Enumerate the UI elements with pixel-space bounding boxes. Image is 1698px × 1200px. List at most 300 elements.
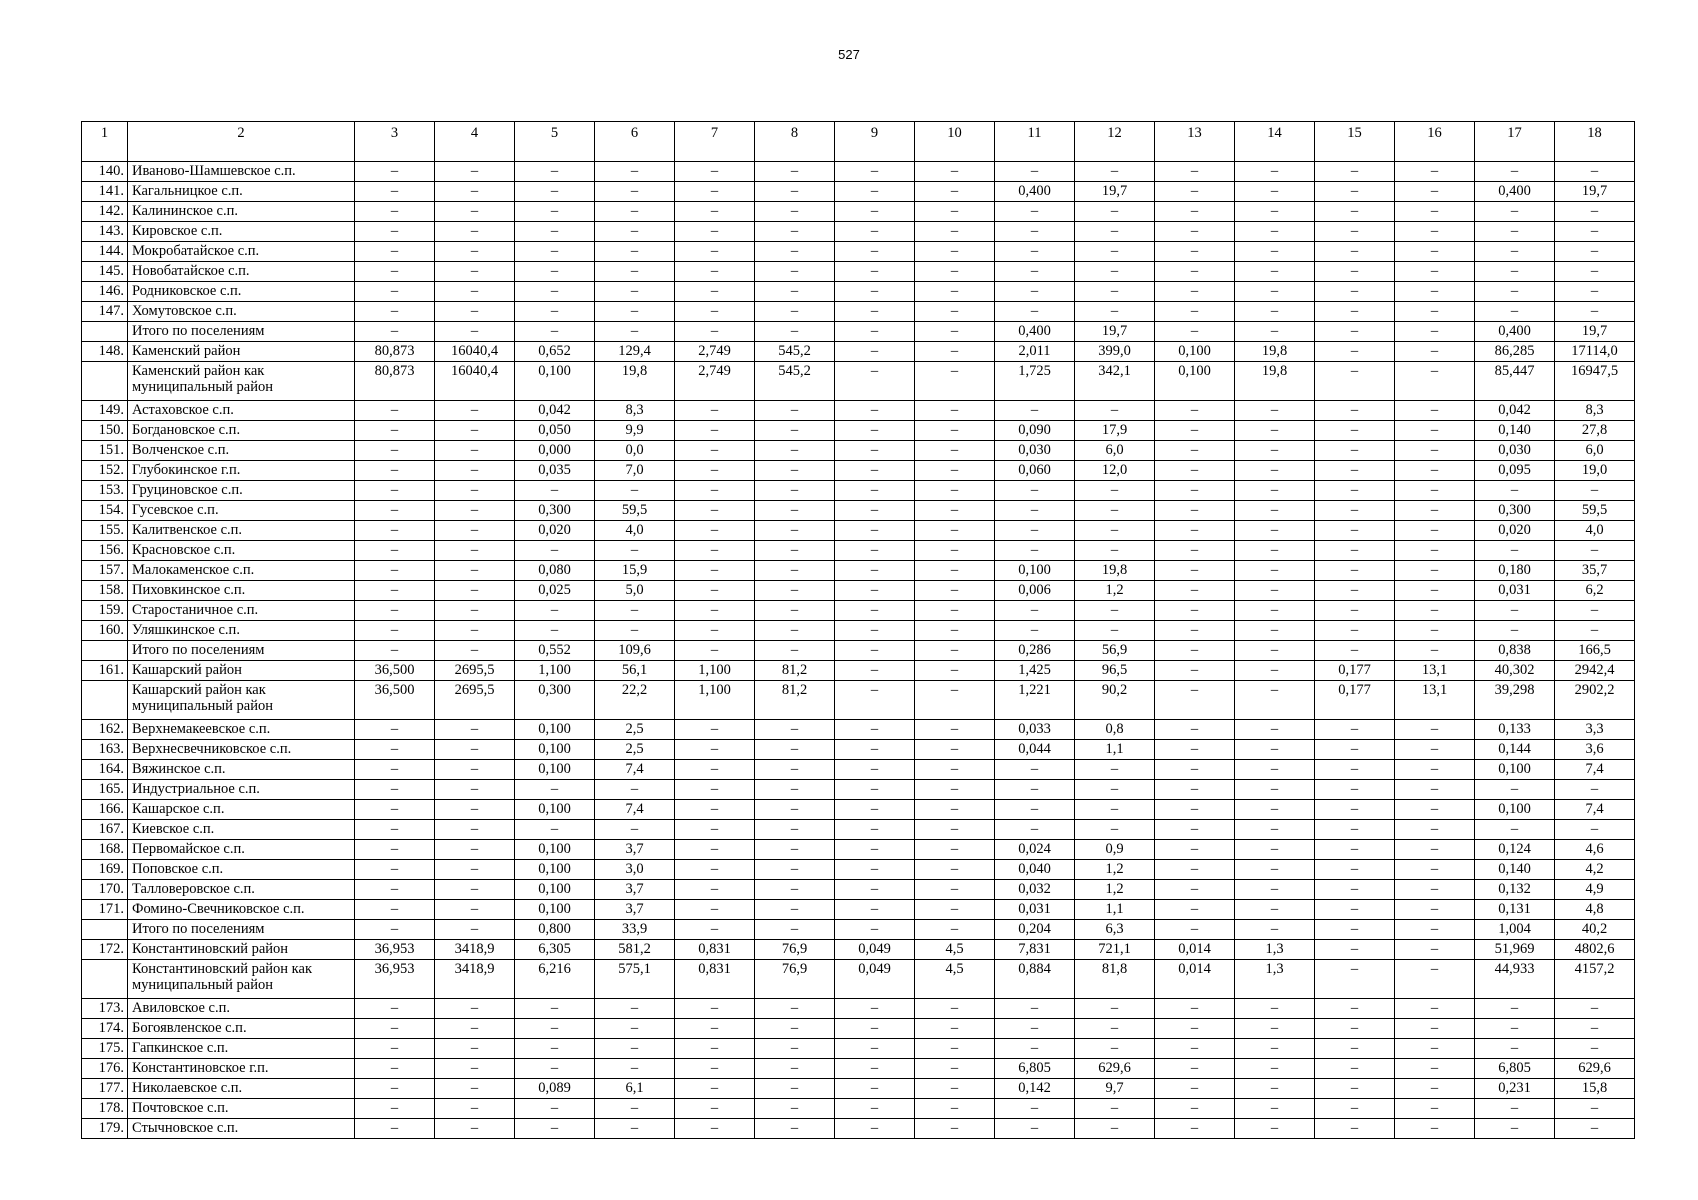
table-cell: – — [1075, 481, 1155, 501]
table-cell: – — [1395, 601, 1475, 621]
table-cell: 0,100 — [515, 720, 595, 740]
table-cell: – — [1395, 561, 1475, 581]
table-cell: – — [595, 262, 675, 282]
table-cell: – — [915, 521, 995, 541]
table-cell: – — [1475, 541, 1555, 561]
table-cell: 5,0 — [595, 581, 675, 601]
table-cell: – — [1235, 1059, 1315, 1079]
table-cell: 4,5 — [915, 960, 995, 999]
table-cell: – — [1475, 162, 1555, 182]
row-number: 141. — [82, 182, 128, 202]
table-cell: – — [755, 162, 835, 182]
row-number: 173. — [82, 999, 128, 1019]
table-cell: – — [1235, 880, 1315, 900]
table-cell: 0,020 — [1475, 521, 1555, 541]
table-cell: – — [675, 541, 755, 561]
table-cell: – — [1555, 222, 1635, 242]
table-cell: 4,9 — [1555, 880, 1635, 900]
table-cell: 0,031 — [995, 900, 1075, 920]
table-cell: – — [1155, 242, 1235, 262]
table-cell: 0,652 — [515, 342, 595, 362]
table-cell: – — [1315, 521, 1395, 541]
table-cell: – — [1155, 461, 1235, 481]
table-cell: 1,221 — [995, 681, 1075, 720]
row-number: 169. — [82, 860, 128, 880]
table-cell: 0,100 — [515, 362, 595, 401]
table-row — [82, 441, 1635, 461]
table-cell: 545,2 — [755, 362, 835, 401]
table-cell: – — [915, 641, 995, 661]
table-cell: – — [355, 302, 435, 322]
table-cell: – — [755, 282, 835, 302]
row-name: Кашарский район — [128, 661, 355, 681]
table-cell: – — [755, 601, 835, 621]
table-cell: – — [1235, 900, 1315, 920]
row-number: 159. — [82, 601, 128, 621]
table-cell: – — [755, 262, 835, 282]
table-cell: – — [435, 282, 515, 302]
table-cell: – — [1155, 1039, 1235, 1059]
table-cell: 6,305 — [515, 940, 595, 960]
row-name: Индустриальное с.п. — [128, 780, 355, 800]
table-row — [82, 920, 1635, 940]
table-cell: 0,140 — [1475, 421, 1555, 441]
table-cell: – — [1075, 262, 1155, 282]
row-number — [82, 641, 128, 661]
column-header: 15 — [1315, 122, 1395, 162]
table-cell: 0,180 — [1475, 561, 1555, 581]
page-number: 527 — [838, 47, 860, 62]
table-cell: – — [1075, 601, 1155, 621]
table-cell: – — [675, 601, 755, 621]
table-cell: – — [1475, 820, 1555, 840]
table-cell: 40,302 — [1475, 661, 1555, 681]
table-cell: 581,2 — [595, 940, 675, 960]
table-cell: – — [1235, 999, 1315, 1019]
table-cell: – — [835, 322, 915, 342]
table-cell: – — [1155, 401, 1235, 421]
table-cell: – — [1155, 800, 1235, 820]
row-number: 144. — [82, 242, 128, 262]
table-cell: 0,100 — [515, 900, 595, 920]
column-header: 4 — [435, 122, 515, 162]
table-cell: 3,0 — [595, 860, 675, 880]
table-cell: – — [1315, 182, 1395, 202]
table-cell: – — [595, 1059, 675, 1079]
table-cell: – — [355, 401, 435, 421]
table-cell: – — [355, 441, 435, 461]
table-cell: – — [755, 322, 835, 342]
table-cell: 0,100 — [515, 840, 595, 860]
column-header: 7 — [675, 122, 755, 162]
table-cell: 7,4 — [1555, 760, 1635, 780]
table-cell: – — [435, 302, 515, 322]
table-cell: – — [1555, 999, 1635, 1019]
table-cell: – — [1395, 481, 1475, 501]
table-cell: 0,100 — [515, 880, 595, 900]
table-cell: 0,050 — [515, 421, 595, 441]
table-cell: – — [1155, 641, 1235, 661]
table-cell: – — [435, 162, 515, 182]
table-cell: 1,2 — [1075, 880, 1155, 900]
table-cell: – — [1395, 820, 1475, 840]
table-cell: – — [1155, 302, 1235, 322]
table-cell: – — [515, 322, 595, 342]
table-cell: – — [915, 162, 995, 182]
table-cell: – — [1075, 999, 1155, 1019]
table-row — [82, 1079, 1635, 1099]
table-cell: – — [355, 900, 435, 920]
table-cell: – — [355, 561, 435, 581]
row-number: 165. — [82, 780, 128, 800]
table-cell: – — [595, 1039, 675, 1059]
table-cell: 1,1 — [1075, 900, 1155, 920]
row-number — [82, 322, 128, 342]
row-number — [82, 920, 128, 940]
table-cell: 0,100 — [515, 800, 595, 820]
table-cell: – — [1395, 920, 1475, 940]
table-cell: – — [1475, 1019, 1555, 1039]
table-cell: – — [915, 1119, 995, 1139]
table-cell: 0,030 — [995, 441, 1075, 461]
table-cell: 80,873 — [355, 362, 435, 401]
table-cell: – — [1315, 1079, 1395, 1099]
table-cell: – — [435, 880, 515, 900]
table-row — [82, 900, 1635, 920]
row-number: 140. — [82, 162, 128, 182]
table-cell: 2942,4 — [1555, 661, 1635, 681]
table-cell: – — [1395, 441, 1475, 461]
row-name: Кашарское с.п. — [128, 800, 355, 820]
table-cell: 0,132 — [1475, 880, 1555, 900]
table-cell: – — [675, 1099, 755, 1119]
table-cell: – — [435, 322, 515, 342]
table-cell: – — [1395, 262, 1475, 282]
table-cell: 0,0 — [595, 441, 675, 461]
table-cell: – — [675, 1119, 755, 1139]
table-cell: 4,0 — [595, 521, 675, 541]
table-cell: – — [835, 561, 915, 581]
table-cell: – — [435, 421, 515, 441]
table-cell: 0,020 — [515, 521, 595, 541]
table-cell: 0,300 — [515, 501, 595, 521]
row-name: Верхнесвечниковское с.п. — [128, 740, 355, 760]
table-cell: – — [1155, 521, 1235, 541]
table-cell: 0,552 — [515, 641, 595, 661]
table-cell: – — [1315, 740, 1395, 760]
table-cell: – — [595, 202, 675, 222]
table-cell: – — [1155, 780, 1235, 800]
table-cell: – — [1395, 840, 1475, 860]
table-cell: – — [1155, 999, 1235, 1019]
row-name: Фомино-Свечниковское с.п. — [128, 900, 355, 920]
table-row — [82, 421, 1635, 441]
table-cell: – — [835, 780, 915, 800]
table-cell: – — [1315, 242, 1395, 262]
table-cell: – — [1555, 202, 1635, 222]
table-cell: 35,7 — [1555, 561, 1635, 581]
table-cell: – — [675, 581, 755, 601]
table-cell: – — [995, 521, 1075, 541]
table-cell: – — [1315, 920, 1395, 940]
table-cell: 0,014 — [1155, 960, 1235, 999]
row-number — [82, 960, 128, 999]
table-cell: – — [755, 740, 835, 760]
table-cell: – — [1235, 322, 1315, 342]
row-number — [82, 681, 128, 720]
row-name: Киевское с.п. — [128, 820, 355, 840]
table-cell: 40,2 — [1555, 920, 1635, 940]
table-cell: 0,142 — [995, 1079, 1075, 1099]
table-cell: 109,6 — [595, 641, 675, 661]
table-cell: – — [675, 1039, 755, 1059]
table-cell: – — [755, 501, 835, 521]
column-header: 6 — [595, 122, 675, 162]
column-header: 17 — [1475, 122, 1555, 162]
table-row — [82, 661, 1635, 681]
table-cell: – — [755, 1059, 835, 1079]
table-cell: 36,953 — [355, 960, 435, 999]
table-cell: – — [755, 242, 835, 262]
table-cell: – — [1395, 641, 1475, 661]
table-cell: – — [595, 780, 675, 800]
table-cell: 6,805 — [995, 1059, 1075, 1079]
table-cell: – — [1315, 1099, 1395, 1119]
row-name: Верхнемакеевское с.п. — [128, 720, 355, 740]
table-cell: – — [1395, 880, 1475, 900]
table-cell: – — [755, 720, 835, 740]
table-cell: – — [675, 162, 755, 182]
table-cell: 2,749 — [675, 362, 755, 401]
table-cell: – — [1395, 242, 1475, 262]
table-row — [82, 740, 1635, 760]
row-name: Богдановское с.п. — [128, 421, 355, 441]
row-number: 172. — [82, 940, 128, 960]
table-cell: – — [1235, 820, 1315, 840]
table-cell: – — [835, 1079, 915, 1099]
table-cell: – — [1075, 401, 1155, 421]
table-cell: – — [1075, 222, 1155, 242]
table-cell: – — [995, 541, 1075, 561]
table-cell: – — [435, 760, 515, 780]
table-cell: – — [355, 162, 435, 182]
table-row — [82, 322, 1635, 342]
table-row — [82, 282, 1635, 302]
table-cell: 2,011 — [995, 342, 1075, 362]
table-cell: 56,9 — [1075, 641, 1155, 661]
table-cell: – — [915, 920, 995, 940]
table-cell: – — [355, 541, 435, 561]
table-cell: – — [835, 840, 915, 860]
table-cell: – — [515, 820, 595, 840]
table-cell: – — [1475, 1039, 1555, 1059]
row-name: Гусевское с.п. — [128, 501, 355, 521]
table-cell: 0,049 — [835, 940, 915, 960]
table-cell: – — [1315, 621, 1395, 641]
table-cell: – — [595, 322, 675, 342]
table-cell: 13,1 — [1395, 661, 1475, 681]
table-row — [82, 501, 1635, 521]
row-name: Первомайское с.п. — [128, 840, 355, 860]
table-cell: – — [755, 800, 835, 820]
table-cell: – — [355, 182, 435, 202]
column-header: 11 — [995, 122, 1075, 162]
table-cell: – — [595, 541, 675, 561]
table-cell: – — [915, 481, 995, 501]
table-cell: – — [675, 880, 755, 900]
row-number: 162. — [82, 720, 128, 740]
table-cell: 1,100 — [515, 661, 595, 681]
table-cell: – — [915, 501, 995, 521]
table-cell: – — [435, 820, 515, 840]
table-cell: – — [675, 401, 755, 421]
table-cell: 19,8 — [595, 362, 675, 401]
table-cell: – — [435, 860, 515, 880]
table-cell: – — [915, 720, 995, 740]
table-cell: – — [915, 1039, 995, 1059]
table-cell: 19,7 — [1075, 182, 1155, 202]
table-cell: – — [995, 401, 1075, 421]
table-cell: – — [1155, 1059, 1235, 1079]
table-cell: – — [1315, 282, 1395, 302]
table-cell: – — [675, 780, 755, 800]
table-cell: 4,8 — [1555, 900, 1635, 920]
table-cell: 3418,9 — [435, 940, 515, 960]
table-cell: – — [755, 860, 835, 880]
table-cell: 0,177 — [1315, 661, 1395, 681]
table-cell: 7,4 — [595, 760, 675, 780]
table-cell: 0,089 — [515, 1079, 595, 1099]
table-row — [82, 780, 1635, 800]
table-cell: – — [1075, 780, 1155, 800]
table-cell: – — [595, 242, 675, 262]
table-cell: – — [1155, 262, 1235, 282]
table-cell: – — [1315, 262, 1395, 282]
column-header: 14 — [1235, 122, 1315, 162]
table-cell: – — [755, 780, 835, 800]
table-cell: – — [1315, 999, 1395, 1019]
table-cell: – — [515, 162, 595, 182]
row-number: 166. — [82, 800, 128, 820]
table-cell: – — [915, 461, 995, 481]
table-cell: – — [915, 601, 995, 621]
table-cell: – — [595, 162, 675, 182]
table-cell: – — [1075, 1099, 1155, 1119]
table-cell: – — [1395, 621, 1475, 641]
table-cell: – — [915, 800, 995, 820]
table-cell: 6,1 — [595, 1079, 675, 1099]
table-cell: – — [435, 481, 515, 501]
table-cell: – — [1555, 242, 1635, 262]
table-cell: – — [675, 840, 755, 860]
table-cell: – — [675, 282, 755, 302]
table-cell: – — [755, 1019, 835, 1039]
table-cell: 2902,2 — [1555, 681, 1635, 720]
table-cell: – — [1395, 322, 1475, 342]
table-cell: 0,144 — [1475, 740, 1555, 760]
table-cell: – — [1395, 740, 1475, 760]
table-cell: – — [835, 760, 915, 780]
row-name: Новобатайское с.п. — [128, 262, 355, 282]
table-cell: – — [1315, 940, 1395, 960]
table-cell: – — [435, 641, 515, 661]
table-cell: – — [1395, 760, 1475, 780]
table-cell: 0,042 — [1475, 401, 1555, 421]
table-cell: 76,9 — [755, 960, 835, 999]
table-cell: – — [755, 1099, 835, 1119]
table-cell: – — [835, 182, 915, 202]
row-name: Кировское с.п. — [128, 222, 355, 242]
table-cell: – — [1395, 521, 1475, 541]
table-cell: 81,8 — [1075, 960, 1155, 999]
table-cell: 129,4 — [595, 342, 675, 362]
table-cell: – — [995, 820, 1075, 840]
table-cell: – — [755, 461, 835, 481]
table-cell: – — [755, 561, 835, 581]
row-number: 170. — [82, 880, 128, 900]
table-cell: – — [915, 401, 995, 421]
table-cell: – — [1315, 1039, 1395, 1059]
table-row — [82, 960, 1635, 999]
table-cell: – — [1155, 880, 1235, 900]
table-cell: – — [1235, 481, 1315, 501]
table-cell: – — [355, 840, 435, 860]
row-number: 142. — [82, 202, 128, 222]
table-cell: – — [755, 621, 835, 641]
table-cell: 59,5 — [1555, 501, 1635, 521]
table-cell: – — [355, 999, 435, 1019]
table-cell: – — [675, 1059, 755, 1079]
table-cell: – — [1555, 282, 1635, 302]
table-cell: – — [1155, 182, 1235, 202]
table-cell: – — [435, 262, 515, 282]
table-cell: – — [1235, 1079, 1315, 1099]
table-cell: 0,100 — [515, 760, 595, 780]
table-cell: 33,9 — [595, 920, 675, 940]
table-cell: 76,9 — [755, 940, 835, 960]
table-cell: – — [1395, 999, 1475, 1019]
table-cell: – — [1155, 541, 1235, 561]
table-cell: – — [355, 601, 435, 621]
table-cell: – — [1395, 780, 1475, 800]
table-cell: – — [1315, 322, 1395, 342]
table-cell: 3,7 — [595, 880, 675, 900]
table-cell: – — [995, 501, 1075, 521]
table-cell: – — [995, 601, 1075, 621]
table-cell: – — [435, 1099, 515, 1119]
table-cell: – — [1235, 1019, 1315, 1039]
column-header: 12 — [1075, 122, 1155, 162]
table-cell: – — [1235, 501, 1315, 521]
table-cell: 81,2 — [755, 681, 835, 720]
table-cell: – — [1315, 860, 1395, 880]
row-name: Старостаничное с.п. — [128, 601, 355, 621]
table-cell: – — [1155, 421, 1235, 441]
table-cell: – — [435, 720, 515, 740]
table-cell: – — [435, 1079, 515, 1099]
row-number: 148. — [82, 342, 128, 362]
table-cell: – — [355, 820, 435, 840]
table-cell: – — [355, 1099, 435, 1119]
table-cell: – — [675, 999, 755, 1019]
table-cell: – — [995, 162, 1075, 182]
table-cell: – — [675, 421, 755, 441]
table-cell: 575,1 — [595, 960, 675, 999]
table-cell: – — [915, 541, 995, 561]
table-cell: – — [1235, 521, 1315, 541]
row-name: Малокаменское с.п. — [128, 561, 355, 581]
table-cell: 59,5 — [595, 501, 675, 521]
